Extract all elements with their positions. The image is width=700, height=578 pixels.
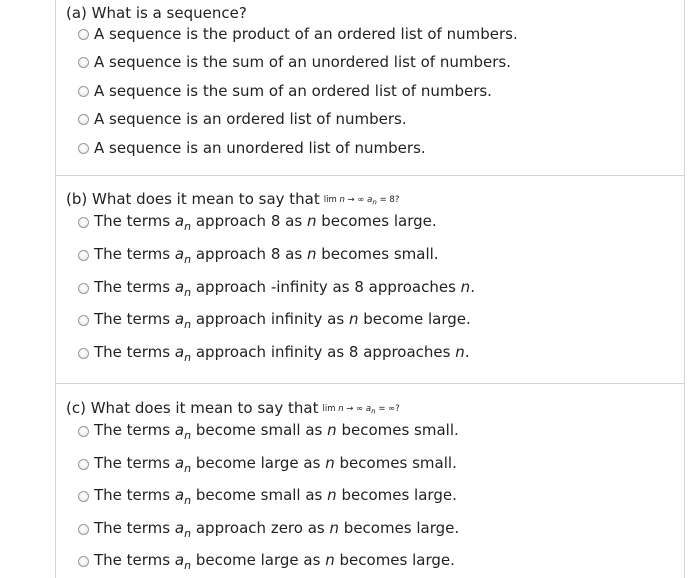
radio-button[interactable]: [78, 57, 89, 68]
question-text: (b) What does it mean to say that: [66, 190, 320, 208]
radio-button[interactable]: [78, 315, 89, 326]
option-label: The terms $a_n$ become small as n becomes small.: [94, 420, 459, 442]
option-label: The terms $a_n$ approach zero as n becomes large.: [94, 518, 460, 540]
radio-button[interactable]: [78, 283, 89, 294]
radio-button[interactable]: [78, 348, 89, 359]
option-a4[interactable]: [78, 109, 407, 129]
radio-button[interactable]: [78, 459, 89, 470]
radio-button[interactable]: [78, 217, 89, 228]
question-text: (c) What does it mean to say that: [66, 399, 319, 417]
section-divider: [55, 175, 685, 176]
option-label: The terms $a_n$ approach 8 as n becomes small.: [94, 244, 439, 266]
section-divider: [55, 383, 685, 384]
option-a1[interactable]: [78, 24, 518, 44]
radio-button[interactable]: [78, 29, 89, 40]
radio-button[interactable]: [78, 556, 89, 567]
limit-expression: lim n → ∞ $a_n = 8$?: [323, 195, 400, 207]
option-c1[interactable]: [78, 421, 459, 441]
radio-button[interactable]: [78, 250, 89, 261]
option-c2[interactable]: [78, 454, 457, 474]
radio-button[interactable]: [78, 86, 89, 97]
option-c5[interactable]: [78, 551, 455, 571]
radio-button[interactable]: [78, 426, 89, 437]
radio-button[interactable]: [78, 114, 89, 125]
option-label: The terms $a_n$ become large as n becomes small.: [94, 453, 457, 475]
option-label: A sequence is the sum of an ordered list of numbers.: [94, 82, 492, 100]
option-a2[interactable]: [78, 52, 511, 72]
option-label: The terms $a_n$ approach infinity as 8 approaches n.: [94, 342, 470, 364]
left-border: [55, 0, 56, 578]
option-label: A sequence is an ordered list of numbers.: [94, 110, 407, 128]
right-border: [684, 0, 685, 578]
option-label: The terms $a_n$ become small as n becomes large.: [94, 485, 457, 507]
radio-button[interactable]: [78, 491, 89, 502]
option-label: The terms $a_n$ approach -infinity as 8 approaches n.: [94, 277, 475, 299]
option-c4[interactable]: [78, 519, 459, 539]
option-b2[interactable]: [78, 245, 439, 265]
limit-expression: lim n → ∞ $a_n$ = ∞?: [322, 404, 400, 416]
option-b3[interactable]: [78, 278, 475, 298]
option-label: The terms $a_n$ become large as n becomes large.: [94, 550, 455, 572]
option-c3[interactable]: [78, 486, 457, 506]
radio-button[interactable]: [78, 143, 89, 154]
option-label: The terms $a_n$ approach 8 as n becomes large.: [94, 211, 437, 233]
option-label: A sequence is an unordered list of numbers.: [94, 139, 426, 157]
option-b4[interactable]: [78, 310, 471, 330]
option-b1[interactable]: [78, 212, 437, 232]
option-b5[interactable]: [78, 343, 470, 363]
question-b: [66, 190, 399, 212]
option-label: The terms $a_n$ approach infinity as n become large.: [94, 309, 471, 331]
option-a5[interactable]: [78, 138, 426, 158]
question-a: (a) What is a sequence?: [66, 4, 247, 22]
option-label: A sequence is the sum of an unordered list of numbers.: [94, 53, 511, 71]
radio-button[interactable]: [78, 524, 89, 535]
question-c: [66, 399, 400, 421]
option-label: A sequence is the product of an ordered list of numbers.: [94, 25, 518, 43]
option-a3[interactable]: [78, 81, 492, 101]
